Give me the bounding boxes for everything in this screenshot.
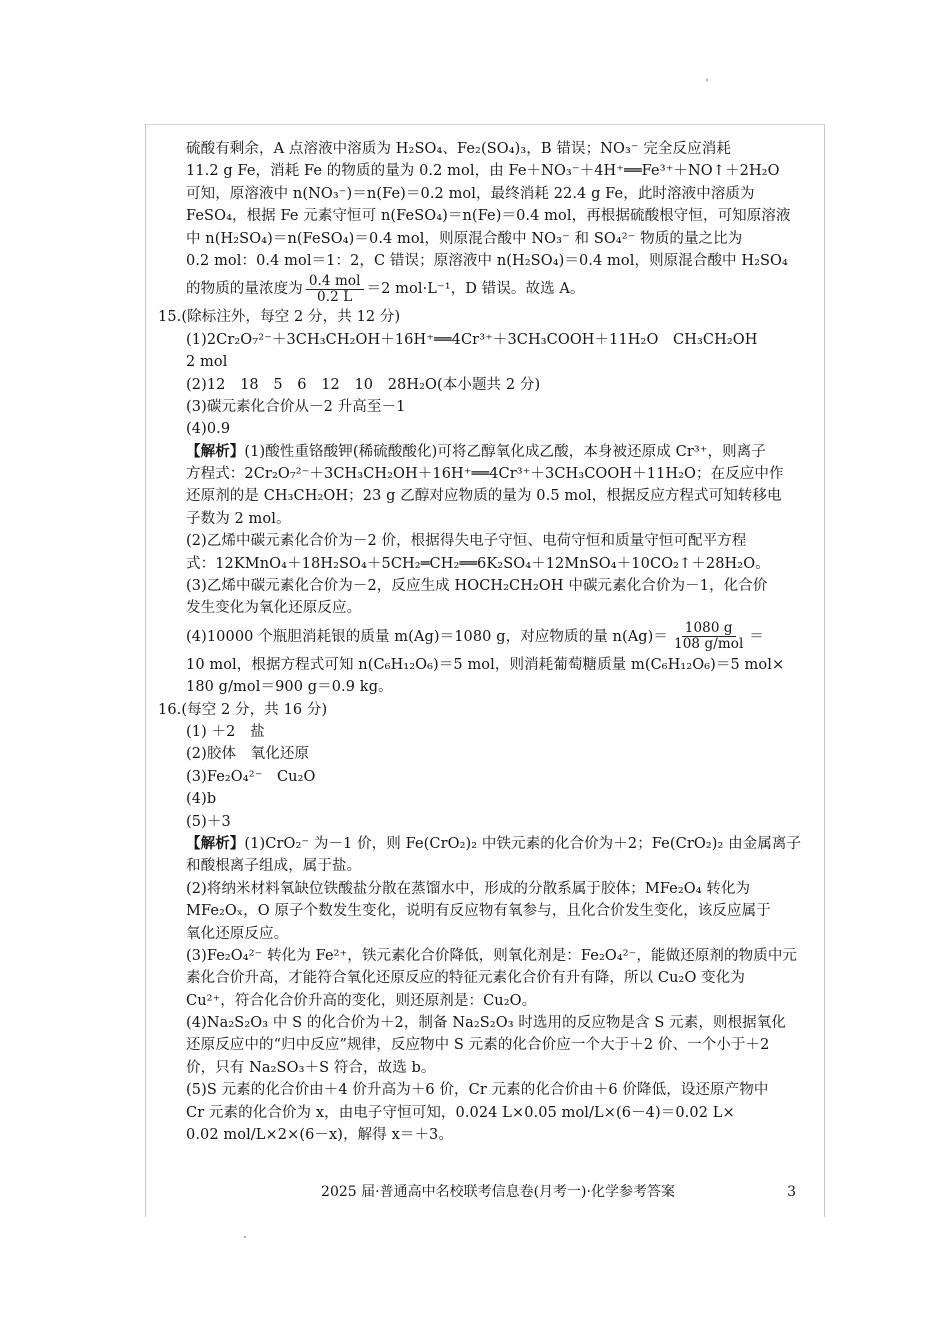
analysis-line: 10 mol，根据方程式可知 n(C₆H₁₂O₆)＝5 mol，则消耗葡萄糖质量 m(C₆H₁₂O₆)＝5 mol× [186,656,785,673]
text-segment: ＝ [749,628,765,645]
analysis-tag: 【解析】 [186,834,245,852]
answer-line: (4)0.9 [186,421,231,438]
answer-line: (1)2Cr₂O₇²⁻＋3CH₃CH₂OH＋16H⁺══4Cr³⁺＋3CH₃COOH＋11H₂O CH₃CH₂OH [186,331,758,348]
analysis-line: (2)乙烯中碳元素化合价为－2 价，根据得失电子守恒、电荷守恒和质量守恒可配平方程 [186,533,747,550]
answer-line: 2 mol [186,354,228,371]
text-segment: (1)CrO₂⁻ 为－1 价，则 Fe(CrO₂)₂ 中铁元素的化合价为＋2；Fe(CrO₂)₂ 由金属离子 [244,835,802,852]
answer-line: (3)碳元素化合价从－2 升高至－1 [186,398,406,415]
analysis-line: 氧化还原反应。 [186,925,289,942]
answer-line: (1) ＋2 盐 [186,723,265,740]
analysis-tag: 【解析】 [186,442,245,460]
q14-continuation [186,138,810,306]
analysis-line: 式：12KMnO₄＋18H₂SO₄＋5CH₂═CH₂══6K₂SO₄＋12MnSO₄＋10CO₂↑＋28H₂O。 [186,555,770,572]
fraction-numerator: 0.4 mol [306,274,364,290]
analysis-line: Cu²⁺，符合化合价升高的变化，则还原剂是：Cu₂O。 [186,992,537,1009]
footer-title: 2025 届·普通高中名校联考信息卷(月考一)·化学参考答案 [321,1184,675,1200]
fraction-numerator: 1080 g [682,621,736,637]
analysis-line: 还原剂的是 CH₃CH₂OH；23 g 乙醇对应物质的量为 0.5 mol，根据反应方程式可知转移电 [186,488,782,505]
text-segment: (1)酸性重铬酸钾(稀硫酸酸化)可将乙醇氧化成乙酸，本身被还原成 Cr³⁺，则离子 [244,443,766,460]
scan-speck [706,79,708,81]
analysis-line: 还原反应中的“归中反应”规律，反应物中 S 元素的化合价应一个大于＋2 价、一个小于＋2 [186,1037,770,1054]
page-number: 3 [787,1184,796,1200]
answer-line: (3)Fe₂O₄²⁻ Cu₂O [186,768,316,785]
fraction-denominator: 108 g/mol [674,636,744,653]
analysis-line: 0.02 mol/L×2×(6－x)，解得 x＝＋3。 [186,1127,453,1144]
answer-line: (2)胶体 氧化还原 [186,746,310,763]
text-line: 中 n(H₂SO₄)＝n(FeSO₄)＝0.4 mol，则原混合酸中 NO₃⁻ 和 SO₄²⁻ 物质的量之比为 [186,230,743,247]
analysis-line [186,441,810,463]
analysis-line [186,833,810,855]
analysis-line: 素化合价升高，才能符合氧化还原反应的特征元素化合价有升有降，所以 Cu₂O 变化为 [186,970,745,987]
fraction [671,621,746,652]
answer-line: (2)12 18 5 6 12 10 28H₂O(本小题共 2 分) [186,376,541,393]
analysis-line: (2)将纳米材料氧缺位铁酸盐分散在蒸馏水中，形成的分散系属于胶体；MFe₂O₄ 转化为 [186,880,751,897]
analysis-line: (4)Na₂S₂O₃ 中 S 的化合价为＋2，制备 Na₂S₂O₃ 时选用的反应物是含 S 元素，则根据氧化 [186,1015,786,1032]
analysis-line: MFe₂Oₓ，O 原子个数发生变化，说明有反应物有氧参与，且化合价发生变化，该反应属于 [186,903,771,920]
text-line: 11.2 g Fe，消耗 Fe 的物质的量为 0.2 mol，由 Fe＋NO₃⁻＋4H⁺══Fe³⁺＋NO↑＋2H₂O [186,163,780,180]
text-line: 硫酸有剩余，A 点溶液中溶质为 H₂SO₄、Fe₂(SO₄)₃，B 错误；NO₃⁻ 完全反应消耗 [186,141,731,157]
text-line: 可知，原溶液中 n(NO₃⁻)＝n(Fe)＝0.2 mol，最终消耗 22.4 g Fe，此时溶液中溶质为 [186,185,755,202]
question-16 [158,699,810,1147]
answer-content [158,138,810,1146]
analysis-line: 发生变化为氧化还原反应。 [186,600,362,617]
text-segment: ＝2 mol·L⁻¹，D 错误。故选 A。 [366,281,585,298]
scan-speck [244,1236,246,1238]
question-header: 15.(除标注外，每空 2 分，共 12 分) [158,309,401,326]
analysis-line: (3)Fe₂O₄²⁻ 转化为 Fe²⁺，铁元素化合价降低，则氧化剂是：Fe₂O₄²⁻，能做还原剂的物质中元 [186,947,798,964]
analysis-line: 子数为 2 mol。 [186,510,291,527]
silver-amount-line [186,620,810,654]
analysis-line: (5)S 元素的化合价由＋4 价升高为＋6 价，Cr 元素的化合价由＋6 价降低，设还原产物中 [186,1082,769,1099]
analysis-line: 180 g/mol＝900 g＝0.9 kg。 [186,679,393,696]
question-header: 16.(每空 2 分，共 16 分) [158,701,328,718]
text-line: 0.2 mol：0.4 mol＝1：2，C 错误；原溶液中 n(H₂SO₄)＝0.4 mol，则原混合酸中 H₂SO₄ [186,252,788,269]
answer-line: (4)b [186,791,217,808]
question-15 [158,306,810,698]
page-footer [186,1180,810,1204]
analysis-line: (3)乙烯中碳元素化合价为－2，反应生成 HOCH₂CH₂OH 中碳元素化合价为－1，化合价 [186,578,768,595]
analysis-line: 和酸根离子组成，属于盐。 [186,858,362,875]
analysis-line: Cr 元素的化合价为 x，由电子守恒可知，0.024 L×0.05 mol/L×(6－4)＝0.02 L× [186,1104,735,1121]
fraction-denominator: 0.2 L [317,288,353,305]
analysis-line: 价，只有 Na₂SO₃＋S 符合，故选 b。 [186,1059,436,1076]
text-line: FeSO₄，根据 Fe 元素守恒可 n(FeSO₄)＝n(Fe)＝0.4 mol，再根据硫酸根守恒，可知原溶液 [186,208,791,225]
fraction [306,274,364,305]
answer-line: (5)＋3 [186,813,231,830]
analysis-line: 方程式：2Cr₂O₇²⁻＋3CH₃CH₂OH＋16H⁺══4Cr³⁺＋3CH₃COOH＋11H₂O；在反应中作 [186,466,784,483]
text-segment: (4)10000 个瓶胆消耗银的质量 m(Ag)＝1080 g，对应物质的量 n(Ag)＝ [186,628,669,645]
concentration-line [186,272,810,306]
text-segment: 的物质的量浓度为 [186,281,303,298]
